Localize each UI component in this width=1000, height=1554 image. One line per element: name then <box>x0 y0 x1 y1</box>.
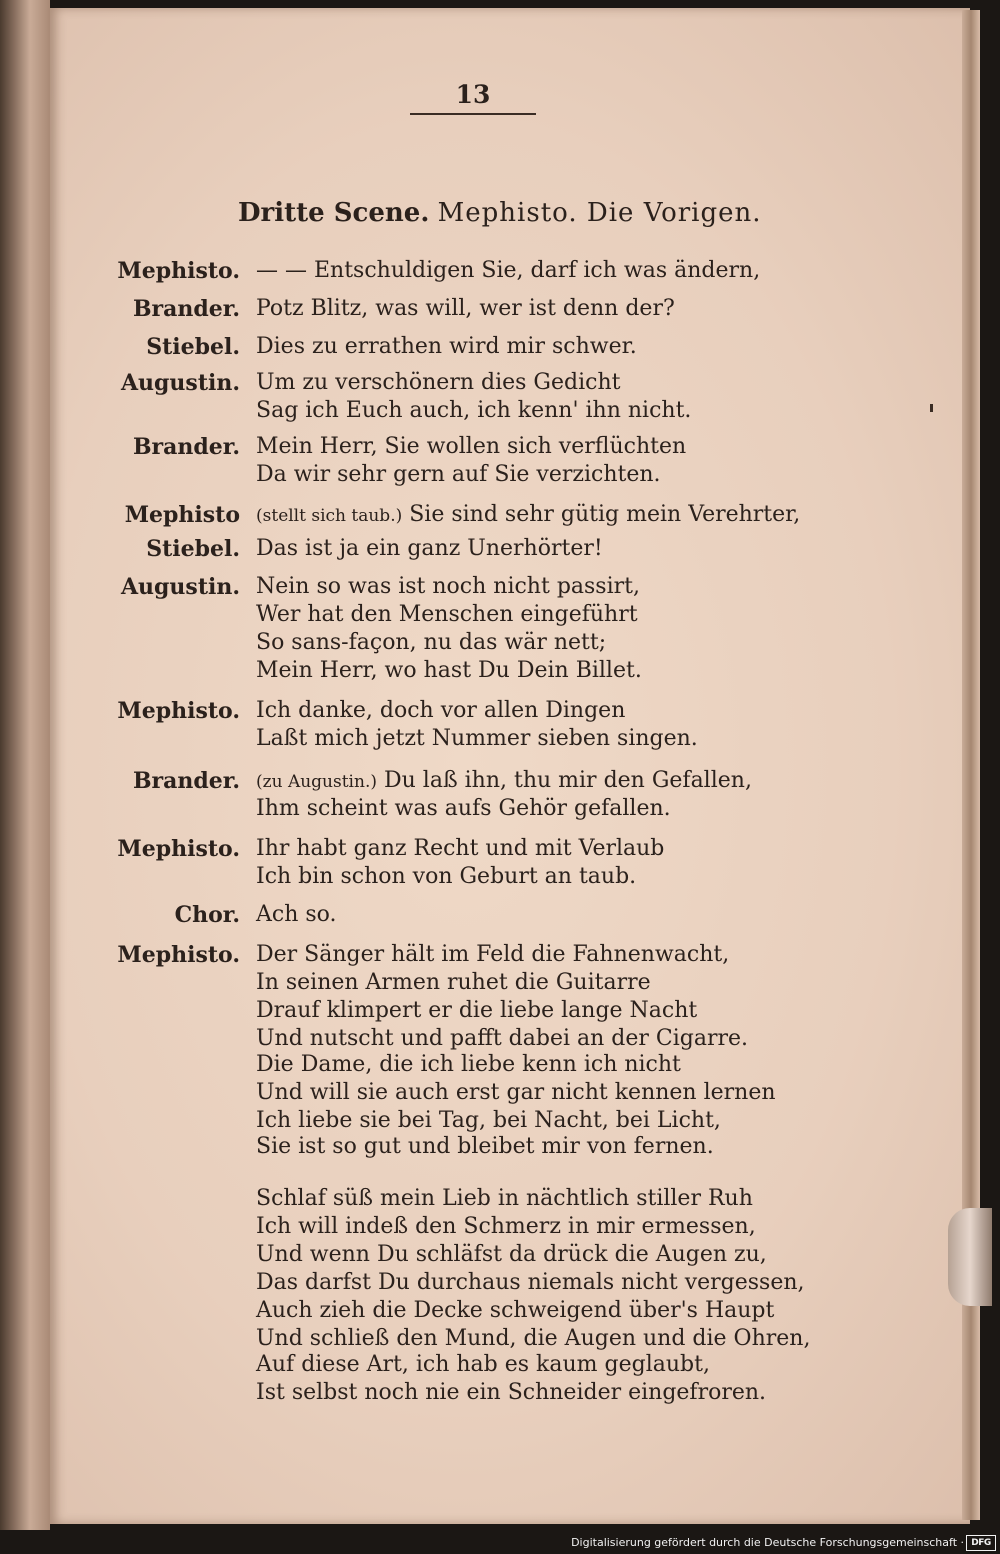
verse-line <box>256 658 642 683</box>
speck-mark <box>930 404 933 412</box>
verse-text: Der Sänger hält im Feld die Fahnenwacht, <box>256 942 730 967</box>
page-number-rule <box>410 113 536 115</box>
verse-line <box>256 602 638 627</box>
verse-line <box>256 970 651 995</box>
speaker-name: Mephisto. <box>117 258 240 284</box>
verse-line <box>256 1380 766 1405</box>
verse-text: Drauf klimpert er die liebe lange Nacht <box>256 998 698 1023</box>
verse-text: Das darfst Du durchaus niemals nicht vergessen, <box>256 1270 805 1295</box>
verse-line <box>256 1026 748 1051</box>
verse-line <box>256 630 606 655</box>
verse-text: Ist selbst noch nie ein Schneider eingefroren. <box>256 1380 767 1405</box>
verse-line <box>256 334 637 359</box>
verse-text: Sie ist so gut und bleibet mir von fernen. <box>256 1134 714 1159</box>
verse-line <box>256 536 603 561</box>
verse-text: Nein so was ist noch nicht passirt, <box>256 574 640 599</box>
verse-text: Ich danke, doch vor allen Dingen <box>256 698 626 723</box>
scene-heading <box>238 198 762 228</box>
verse-text: Das ist ja ein ganz Unerhörter! <box>256 536 603 561</box>
verse-line <box>256 836 664 861</box>
book-page <box>50 8 970 1524</box>
speaker-name: Augustin. <box>120 370 240 396</box>
verse-text: Und schließ den Mund, die Augen und die Ohren, <box>256 1326 811 1351</box>
verse-text: Sag ich Euch auch, ich kenn' ihn nicht. <box>256 398 692 423</box>
scene-title: Dritte Scene. <box>238 198 430 228</box>
verse-text: Auch zieh die Decke schweigend über's Haupt <box>256 1298 775 1323</box>
verse-line <box>256 1270 805 1295</box>
verse-line <box>256 902 337 927</box>
verse-text: Und will sie auch erst gar nicht kennen lernen <box>256 1080 776 1105</box>
speaker-name: Brander. <box>132 296 240 322</box>
verse-line <box>256 370 620 395</box>
speaker-name: Stiebel. <box>146 536 240 562</box>
verse-line <box>256 726 698 751</box>
verse-line <box>256 942 729 967</box>
verse-line <box>256 502 800 527</box>
verse-text: Um zu verschönern dies Gedicht <box>256 370 621 395</box>
verse-text: — — Entschuldigen Sie, darf ich was ändern, <box>256 258 761 283</box>
stage-direction: (zu Augustin.) <box>256 772 377 792</box>
verse-line <box>256 768 752 793</box>
verse-line <box>256 1080 776 1105</box>
stage-direction: (stellt sich taub.) <box>256 506 403 526</box>
verse-text: Mein Herr, Sie wollen sich verflüchten <box>256 434 687 459</box>
scene-characters: Mephisto. Die Vorigen. <box>437 198 762 228</box>
verse-text: Potz Blitz, was will, wer ist denn der? <box>256 296 675 321</box>
verse-line <box>256 1298 774 1323</box>
thumb-index-tab <box>948 1208 992 1306</box>
verse-text: Ich will indeß den Schmerz in mir ermessen, <box>256 1214 756 1239</box>
verse-text: Laßt mich jetzt Nummer sieben singen. <box>256 726 698 751</box>
verse-text: In seinen Armen ruhet die Guitarre <box>256 970 651 995</box>
verse-text: Ihr habt ganz Recht und mit Verlaub <box>256 836 665 861</box>
verse-text: Du laß ihn, thu mir den Gefallen, <box>383 768 752 793</box>
verse-line <box>256 434 686 459</box>
verse-text: Die Dame, die ich liebe kenn ich nicht <box>256 1052 681 1077</box>
funding-note: Digitalisierung gefördert durch die Deutsche Forschungsgemeinschaft · <box>571 1536 964 1549</box>
verse-text: Dies zu errathen wird mir schwer. <box>256 334 637 359</box>
speaker-name: Chor. <box>174 902 240 928</box>
verse-text: Auf diese Art, ich hab es kaum geglaubt, <box>256 1352 710 1377</box>
speaker-name: Brander. <box>132 434 240 460</box>
verse-line <box>256 998 697 1023</box>
verse-text: Schlaf süß mein Lieb in nächtlich stiller Ruh <box>256 1186 753 1211</box>
verse-text: Und nutscht und pafft dabei an der Cigarre. <box>256 1026 748 1051</box>
verse-text: Mein Herr, wo hast Du Dein Billet. <box>256 658 642 683</box>
verse-line <box>256 1326 810 1351</box>
page-number: 13 <box>455 80 491 109</box>
speaker-name: Mephisto. <box>117 836 240 862</box>
speaker-name: Augustin. <box>120 574 240 600</box>
verse-text: Ich liebe sie bei Tag, bei Nacht, bei Licht, <box>256 1108 721 1133</box>
speaker-name: Mephisto <box>124 502 240 528</box>
verse-text: Sie sind sehr gütig mein Verehrter, <box>409 502 801 527</box>
verse-text: Ich bin schon von Geburt an taub. <box>256 864 637 889</box>
verse-text: Ach so. <box>256 902 337 927</box>
verse-line <box>256 296 675 321</box>
verse-line <box>256 574 640 599</box>
verse-line <box>256 698 625 723</box>
verse-line <box>256 796 671 821</box>
speaker-name: Mephisto. <box>117 942 240 968</box>
speaker-name: Mephisto. <box>117 698 240 724</box>
speaker-name: Brander. <box>132 768 240 794</box>
verse-text: Ihm scheint was aufs Gehör gefallen. <box>256 796 671 821</box>
verse-text: So sans-façon, nu das wär nett; <box>256 630 607 655</box>
verse-line <box>256 1352 710 1377</box>
verse-line <box>256 1052 681 1077</box>
verse-line <box>256 1214 756 1239</box>
verse-line <box>256 1186 753 1211</box>
verse-text: Wer hat den Menschen eingeführt <box>256 602 638 627</box>
verse-line <box>256 398 691 423</box>
verse-line <box>256 258 760 283</box>
verse-text: Da wir sehr gern auf Sie verzichten. <box>256 462 661 487</box>
verse-line <box>256 1242 767 1267</box>
verse-line <box>256 864 636 889</box>
verse-line <box>256 1134 714 1159</box>
dfg-logo: DFG <box>966 1535 996 1551</box>
verse-line <box>256 1108 721 1133</box>
verse-text: Und wenn Du schläfst da drück die Augen zu, <box>256 1242 767 1267</box>
facing-page-edge <box>0 0 50 1530</box>
speaker-name: Stiebel. <box>146 334 240 360</box>
verse-line <box>256 462 661 487</box>
